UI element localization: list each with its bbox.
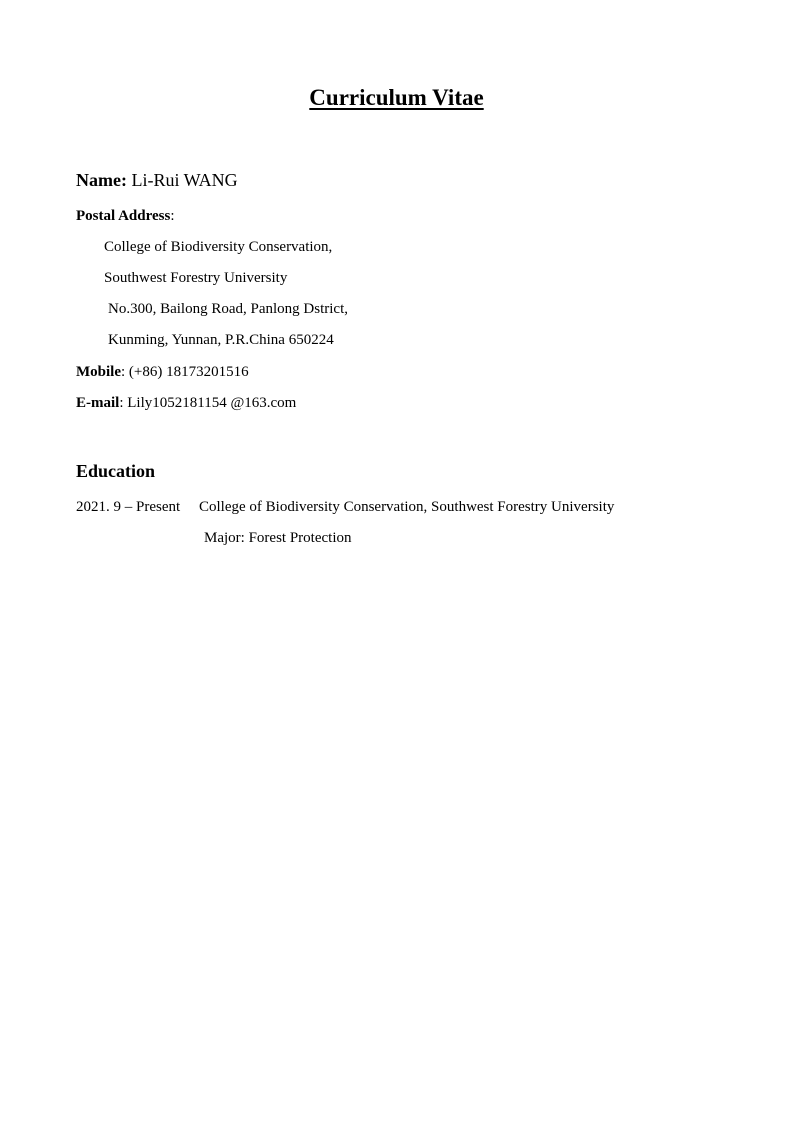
address-line-2: Southwest Forestry University [104, 270, 288, 286]
education-entry [76, 497, 180, 517]
mobile-label: Mobile [76, 364, 121, 380]
address-line-4: Kunming, Yunnan, P.R.China 650224 [108, 332, 334, 348]
education-period: 2021. 9 – Present [76, 499, 181, 515]
page-title [0, 84, 793, 112]
postal-address-row [76, 206, 175, 226]
address-line-1: College of Biodiversity Conservation, [104, 239, 333, 255]
email-row [76, 393, 296, 413]
education-heading: Education [76, 461, 156, 481]
name-colon: : [120, 170, 127, 190]
mobile-value: (+86) 18173201516 [128, 364, 249, 380]
address-line-3: No.300, Bailong Road, Panlong Dstrict, [108, 301, 348, 317]
name-label: Name [76, 170, 121, 190]
email-label: E-mail [76, 395, 120, 411]
education-major: Major: Forest Protection [204, 530, 352, 546]
postal-address-colon: : [170, 208, 175, 224]
name-row [76, 169, 238, 191]
email-colon: : [119, 395, 124, 411]
mobile-row [76, 362, 249, 382]
name-value: Li-Rui WANG [131, 170, 238, 190]
education-institution: College of Biodiversity Conservation, Southwest Forestry University [199, 499, 615, 515]
email-value: Lily1052181154 @163.com [127, 395, 297, 411]
title-text: Curriculum Vitae [309, 85, 484, 110]
postal-address-label: Postal Address [76, 208, 171, 224]
mobile-colon: : [121, 364, 126, 380]
